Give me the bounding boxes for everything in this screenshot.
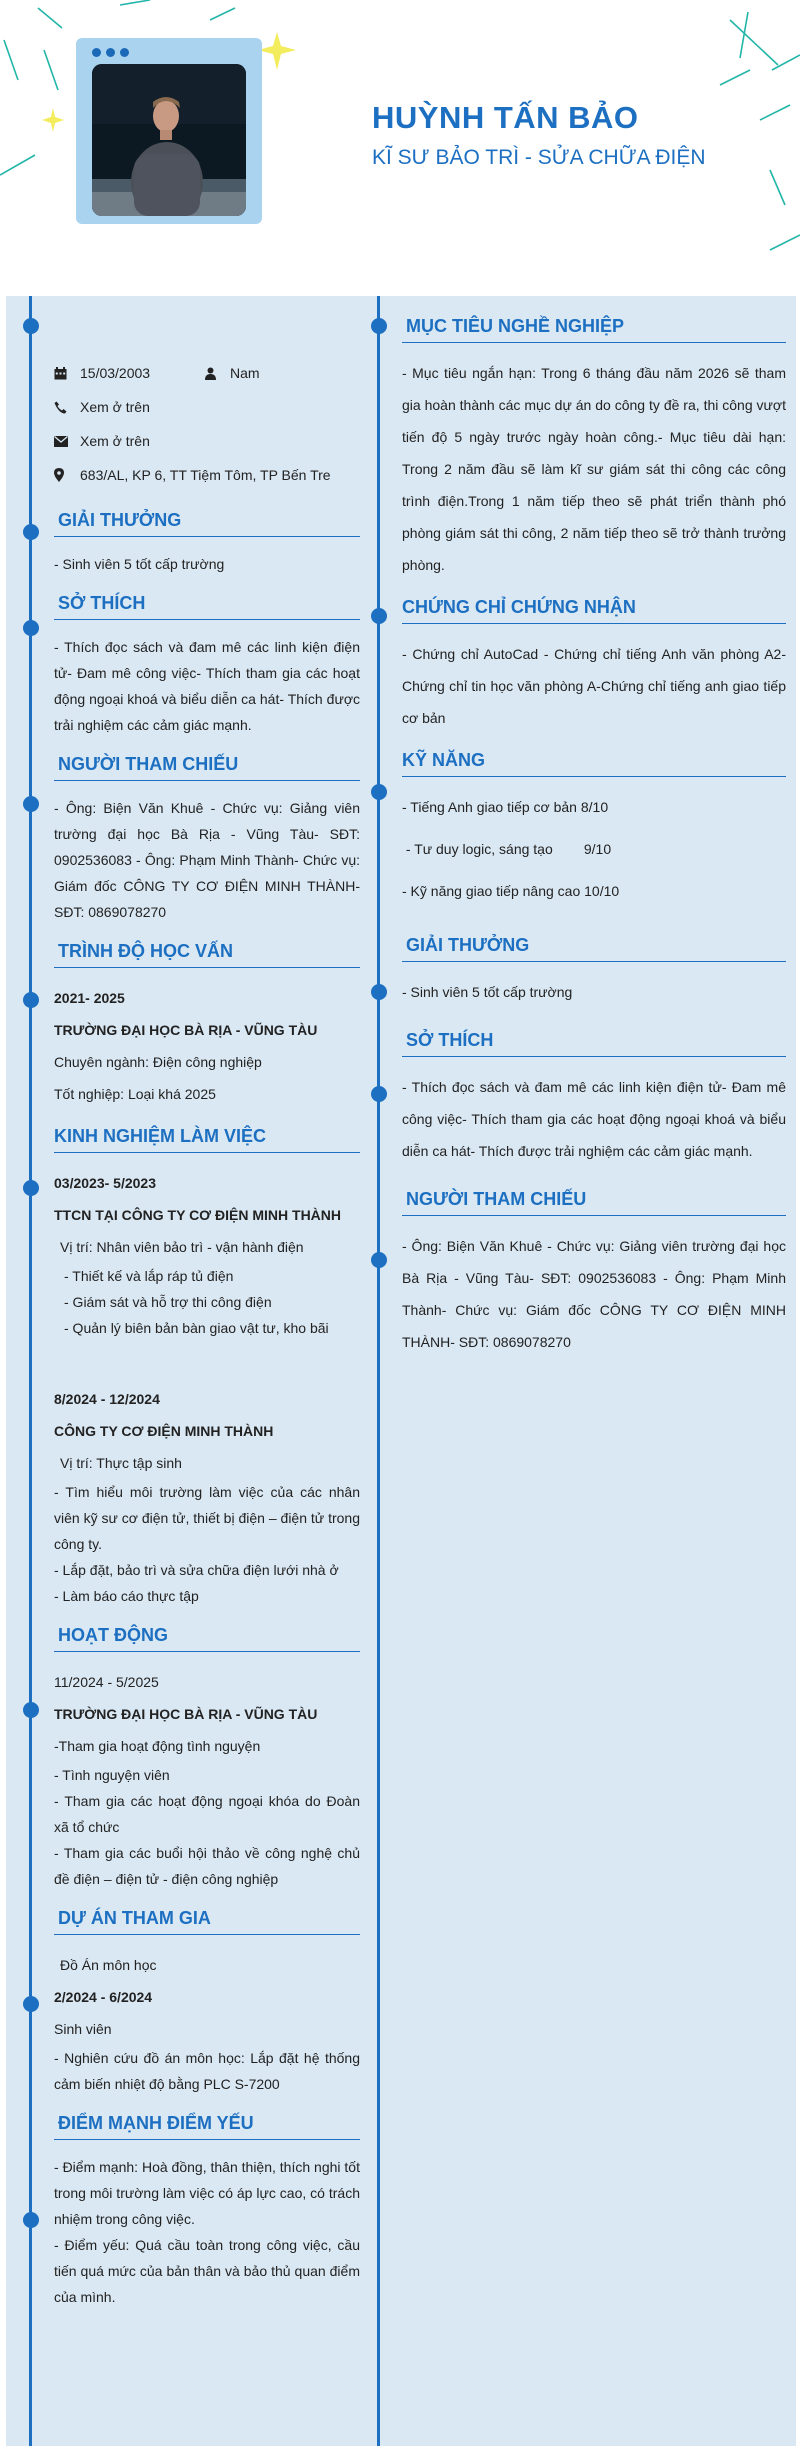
project-role: Sinh viên: [54, 2021, 112, 2037]
activity-item: - Tham gia các buổi hội thảo về công nghệ chủ đề điện – điện tử - điện công nghiệp: [54, 1845, 360, 1887]
weakness-item: - Điểm yếu: Quá cầu toàn trong công việc, cầu tiến quá mức của bản thân và bảo thủ quan điểm của mình.: [54, 2237, 360, 2305]
projects-section: [54, 1908, 360, 2097]
phone-value: Xem ở trên: [80, 399, 150, 415]
job-task: - Giám sát và hỗ trợ thi công điện: [64, 1294, 272, 1310]
references-section: [54, 754, 360, 925]
skill-item: - Kỹ năng giao tiếp nâng cao 10/10: [402, 883, 620, 899]
references-text: - Ông: Biện Văn Khuê - Chức vụ: Giảng viên trường đại học Bà Rịa - Vũng Tàu- SĐT: 0902536083 - Ông: Phạm Minh Thành- Chức vụ: Giám đốc CÔNG TY CƠ ĐIỆN MINH THÀNH- SĐT: 0869078270: [54, 800, 360, 920]
hobbies-text: - Thích đọc sách và đam mê các linh kiện điện tử- Đam mê công việc- Thích tham gia các hoạt động ngoại khoá và biểu diễn ca hát- Thích được trải nghiệm các cảm giác mạnh.: [402, 1079, 786, 1159]
activity-role: -Tham gia hoạt động tình nguyện: [54, 1738, 261, 1754]
awards-text: - Sinh viên 5 tốt cấp trường: [54, 556, 225, 572]
info-row: [54, 390, 360, 424]
window-dots: [92, 48, 129, 57]
objective-section: [402, 316, 786, 581]
references-section-right: [402, 1189, 786, 1358]
phone-icon: [54, 401, 80, 414]
education-period: 2021- 2025: [54, 990, 125, 1006]
education-school: TRƯỜNG ĐẠI HỌC BÀ RỊA - VŨNG TÀU: [54, 1022, 318, 1038]
timeline-node: [23, 2212, 39, 2228]
references-text: - Ông: Biện Văn Khuê - Chức vụ: Giảng viên trường đại học Bà Rịa - Vũng Tàu- SĐT: 0902536083 - Ông: Phạm Minh Thành- Chức vụ: Giám đốc CÔNG TY CƠ ĐIỆN MINH THÀNH- SĐT: 0869078270: [402, 1238, 786, 1350]
awards-text: - Sinh viên 5 tốt cấp trường: [402, 984, 573, 1000]
cv-body-panel: [6, 296, 796, 2446]
section-heading: SỞ THÍCH: [402, 1030, 786, 1057]
gender-value: Nam: [230, 365, 260, 381]
section-heading: KỸ NĂNG: [402, 750, 786, 777]
section-heading: SỞ THÍCH: [54, 593, 360, 620]
profile-photo-frame: [76, 38, 262, 224]
hobbies-text: - Thích đọc sách và đam mê các linh kiện điện tử- Đam mê công việc- Thích tham gia các hoạt động ngoại khoá và biểu diễn ca hát- Thích được trải nghiệm các cảm giác mạnh.: [54, 639, 360, 733]
project-desc: - Nghiên cứu đồ án môn học: Lắp đặt hệ thống cảm biến nhiệt độ bằng PLC S-7200: [54, 2050, 360, 2092]
timeline-node: [371, 608, 387, 624]
education-major: Chuyên ngành: Điện công nghiệp: [54, 1054, 262, 1070]
section-heading: GIẢI THƯỞNG: [402, 935, 786, 962]
personal-info: [54, 356, 360, 492]
email-value: Xem ở trên: [80, 433, 150, 449]
certificates-text: - Chứng chỉ AutoCad - Chứng chỉ tiếng Anh văn phòng A2- Chứng chỉ tin học văn phòng A-Chứng chỉ tiếng anh giao tiếp cơ bản: [402, 646, 786, 726]
activity-org: TRƯỜNG ĐẠI HỌC BÀ RỊA - VŨNG TÀU: [54, 1706, 318, 1722]
activity-period: 11/2024 - 5/2025: [54, 1674, 159, 1690]
job-task: - Thiết kế và lắp ráp tủ điện: [64, 1268, 234, 1284]
timeline-node: [371, 1252, 387, 1268]
candidate-name: HUỲNH TẤN BẢO: [372, 100, 639, 135]
section-heading: ĐIỂM MẠNH ĐIỂM YẾU: [54, 2113, 360, 2140]
awards-section-right: [402, 935, 786, 1008]
activity-item: - Tham gia các hoạt động ngoại khóa do Đoàn xã tổ chức: [54, 1793, 360, 1835]
job-period: 03/2023- 5/2023: [54, 1175, 156, 1191]
left-timeline: [29, 296, 32, 2446]
section-heading: HOẠT ĐỘNG: [54, 1625, 360, 1652]
profile-photo: [92, 64, 246, 216]
section-heading: DỰ ÁN THAM GIA: [54, 1908, 360, 1935]
timeline-node: [371, 1086, 387, 1102]
job-task: - Quản lý biên bản bàn giao vật tư, kho bãi: [64, 1320, 329, 1336]
skill-item: - Tư duy logic, sáng tạo 9/10: [402, 841, 612, 857]
job-task: - Tìm hiểu môi trường làm việc của các nhân viên kỹ sư cơ điện tử, thiết bị điện – điện tử trong công ty.: [54, 1484, 360, 1552]
strengths-section: [54, 2113, 360, 2310]
job-task: - Làm báo cáo thực tập: [54, 1588, 199, 1604]
info-row: [54, 424, 360, 458]
info-row: [54, 458, 360, 492]
skills-section: [402, 750, 786, 907]
strength-item: - Điểm mạnh: Hoà đồng, thân thiện, thích nghi tốt trong môi trường làm việc có áp lực cao, có trách nhiệm trong công việc.: [54, 2159, 360, 2227]
job-title: KĨ SƯ BẢO TRÌ - SỬA CHỮA ĐIỆN: [372, 146, 706, 169]
education-graduation: Tốt nghiệp: Loại khá 2025: [54, 1086, 216, 1102]
timeline-node: [23, 620, 39, 636]
hobbies-section-right: [402, 1030, 786, 1167]
certificates-section: [402, 597, 786, 734]
section-heading: GIẢI THƯỞNG: [54, 510, 360, 537]
timeline-node: [371, 984, 387, 1000]
location-pin-icon: [54, 468, 80, 482]
address-value: 683/AL, KP 6, TT Tiệm Tôm, TP Bến Tre: [80, 467, 331, 483]
job-position: Vị trí: Thực tập sinh: [60, 1455, 182, 1471]
timeline-node: [23, 992, 39, 1008]
section-heading: MỤC TIÊU NGHỀ NGHIỆP: [402, 316, 786, 343]
job-company: CÔNG TY CƠ ĐIỆN MINH THÀNH: [54, 1423, 274, 1439]
right-column: [402, 316, 786, 1374]
section-heading: KINH NGHIỆM LÀM VIỆC: [54, 1126, 360, 1153]
experience-section: [54, 1126, 360, 1609]
timeline-node: [371, 784, 387, 800]
timeline-node: [23, 318, 39, 334]
timeline-node: [23, 1702, 39, 1718]
timeline-node: [371, 318, 387, 334]
timeline-node: [23, 1180, 39, 1196]
project-name: Đồ Án môn học: [60, 1957, 157, 1973]
envelope-icon: [54, 436, 80, 447]
section-heading: NGƯỜI THAM CHIẾU: [402, 1189, 786, 1216]
job-task: - Lắp đặt, bảo trì và sửa chữa điện lưới nhà ở: [54, 1562, 339, 1578]
awards-section: [54, 510, 360, 577]
section-heading: TRÌNH ĐỘ HỌC VẤN: [54, 941, 360, 968]
info-row: [54, 356, 360, 390]
hobbies-section: [54, 593, 360, 738]
calendar-icon: [54, 367, 80, 380]
timeline-node: [23, 1996, 39, 2012]
education-section: [54, 941, 360, 1110]
job-company: TTCN TẠI CÔNG TY CƠ ĐIỆN MINH THÀNH: [54, 1207, 342, 1223]
section-heading: CHỨNG CHỈ CHỨNG NHẬN: [402, 597, 786, 624]
skill-item: - Tiếng Anh giao tiếp cơ bản 8/10: [402, 799, 609, 815]
objective-text: - Mục tiêu ngắn hạn: Trong 6 tháng đầu năm 2026 sẽ tham gia hoàn thành các mục dự án do công ty đề ra, thi công vượt tiến độ 5 ngày trước ngày hoàn công.- Mục tiêu dài hạn: Trong 2 năm đầu sẽ làm kĩ sư giám sát thi công các công trình điện.Trong 1 năm tiếp theo sẽ phát triển thành phó phòng giám sát thi công, 2 năm tiếp theo sẽ trở thành trưởng phòng.: [402, 365, 786, 573]
timeline-node: [23, 796, 39, 812]
job-period: 8/2024 - 12/2024: [54, 1391, 160, 1407]
user-icon: [204, 367, 230, 380]
left-column: [54, 356, 360, 2326]
activity-item: - Tình nguyện viên: [54, 1767, 170, 1783]
section-heading: NGƯỜI THAM CHIẾU: [54, 754, 360, 781]
activities-section: [54, 1625, 360, 1892]
dob-value: 15/03/2003: [80, 365, 151, 381]
timeline-node: [23, 524, 39, 540]
project-period: 2/2024 - 6/2024: [54, 1989, 153, 2005]
job-position: Vị trí: Nhân viên bảo trì - vận hành điện: [60, 1239, 304, 1255]
